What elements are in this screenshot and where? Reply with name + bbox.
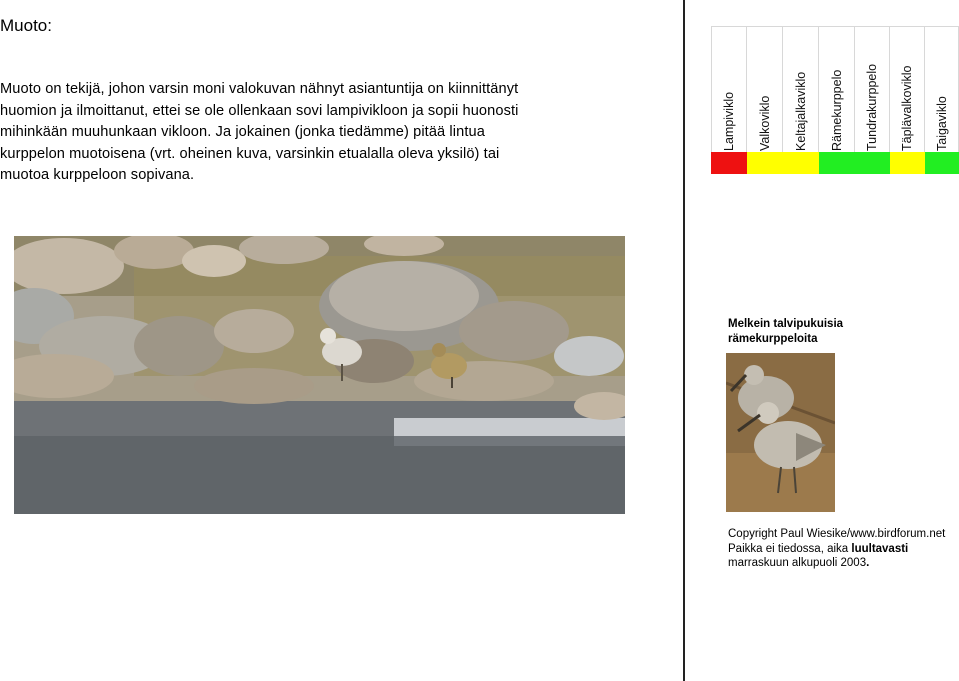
photo-credit (728, 527, 959, 571)
status-cell (711, 152, 747, 174)
credit-line: Copyright Paul Wiesike/www.birdforum.net (728, 528, 946, 540)
species-column (747, 27, 783, 153)
species-comparison-table (711, 26, 959, 174)
credit-bold-text: luultavasti (851, 542, 909, 555)
credit-text: marraskuun alkupuoli 2003 (728, 557, 867, 570)
species-name: Lampiviklo (722, 91, 736, 151)
status-cell (819, 152, 855, 174)
species-status-row (711, 152, 959, 174)
credit-line (728, 542, 959, 557)
species-column (819, 27, 855, 153)
credit-text: Paikka ei tiedossa, aika (728, 542, 852, 555)
species-column (711, 27, 747, 153)
species-name: Taigaviklo (934, 96, 949, 151)
caption-line: rämekurppeloita (728, 333, 818, 345)
species-name: Keltajalkaviklo (793, 71, 808, 151)
species-name: Tundrakurppelo (865, 63, 879, 151)
shore-bird-photo (14, 236, 625, 514)
species-header-row (711, 26, 959, 152)
body-paragraph (0, 79, 640, 187)
vertical-divider (683, 0, 685, 681)
species-name: Rämekurppelo (829, 69, 844, 151)
paragraph-line: Muoto on tekijä, johon varsin moni valokuvan nähnyt asiantuntija on kiinnittänyt (0, 81, 519, 97)
section-heading: Muoto: (0, 16, 52, 35)
species-column (890, 27, 925, 153)
species-column (783, 27, 819, 153)
species-column (925, 27, 959, 153)
status-cell (925, 152, 959, 174)
paragraph-line: muotoa kurppeloon sopivana. (0, 167, 195, 183)
caption-line: Melkein talvipukuisia (728, 318, 844, 330)
species-column (855, 27, 890, 153)
paragraph-line: huomion ja ilmoittanut, ettei se ole ollenkaan sovi lampivikloon ja sopii huonosti (0, 102, 519, 119)
species-name: Täplävalkoviklo (900, 65, 914, 151)
status-cell (783, 152, 819, 174)
side-photo-caption (728, 317, 948, 347)
species-name: Valkoviklo (757, 95, 772, 151)
status-cell (890, 152, 925, 174)
credit-bold-text: . (866, 557, 870, 570)
status-cell (855, 152, 890, 174)
paragraph-line: mihinkään muuhunkaan vikloon. Ja jokainen (jonka tiedämme) pitää lintua (0, 124, 485, 140)
dowitcher-photo (726, 353, 835, 512)
credit-line (728, 556, 959, 571)
status-cell (747, 152, 783, 174)
paragraph-line: kurppelon muotoisena (vrt. oheinen kuva, varsinkin etualalla oleva yksilö) tai (0, 145, 500, 162)
